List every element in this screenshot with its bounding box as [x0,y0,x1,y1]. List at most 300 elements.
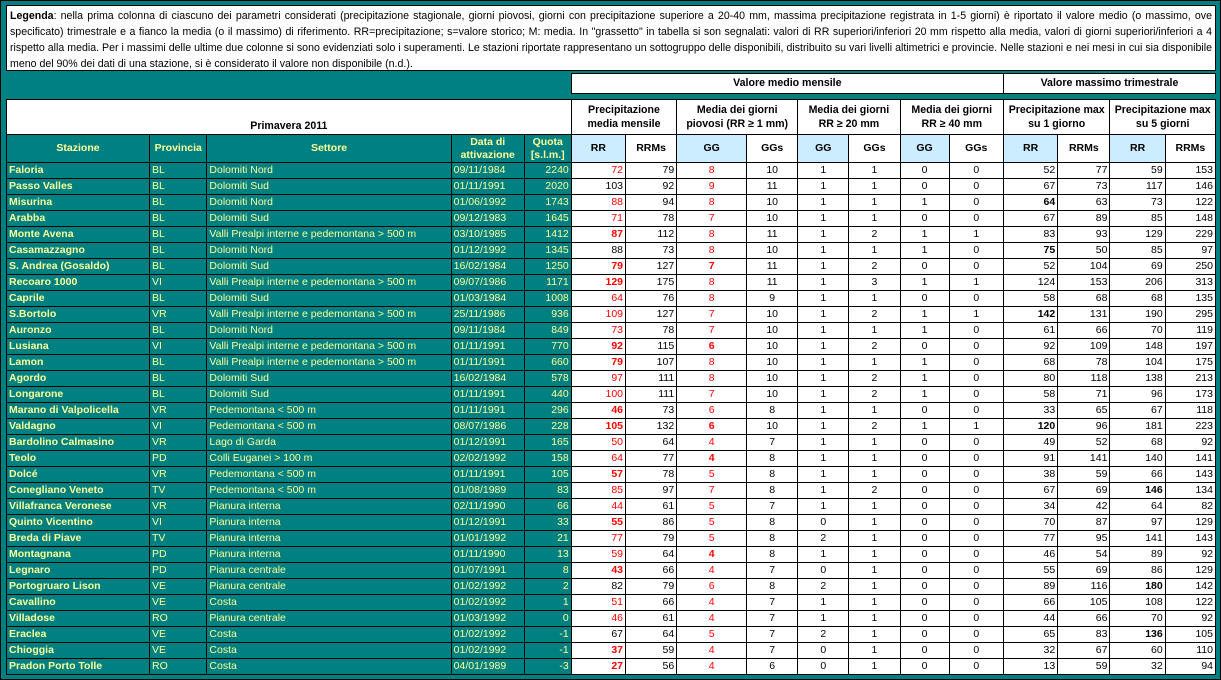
table-row [7,451,1216,467]
gg-rr20: 1 [798,339,849,355]
max1-value: 49 [1003,435,1057,451]
altitude: 578 [524,371,571,387]
max5-value: 85 [1110,243,1165,259]
province: TV [150,531,207,547]
gg-rr20: 1 [798,243,849,259]
max5-ref: 119 [1165,323,1215,339]
rr-value: 103 [571,179,625,195]
altitude: 8 [524,563,571,579]
max5-ref: 313 [1165,275,1215,291]
max1-ref: 131 [1058,307,1110,323]
table-row [7,659,1216,675]
gg-rainy: 8 [677,227,747,243]
legend-box [6,5,1216,71]
station-name: S. Andrea (Gosaldo) [7,259,150,275]
gg-rr40-mean: 0 [949,259,1003,275]
sector: Pianura centrale [207,579,451,595]
rr-mean: 76 [626,291,677,307]
header-rr20: Media dei giorni RR ≥ 20 mm [798,100,900,135]
activation-date: 09/11/1984 [451,163,524,179]
table-row [7,611,1216,627]
gg-rr40: 0 [900,435,949,451]
gg-rr20: 1 [798,611,849,627]
gg-rainy-mean: 7 [747,611,798,627]
gg-rainy: 8 [677,163,747,179]
gg-rr40: 1 [900,387,949,403]
station-name: Marano di Valpolicella [7,403,150,419]
activation-date: 01/11/1991 [451,403,524,419]
sub-rrms: RRMs [1058,135,1110,163]
gg-rr40: 1 [900,195,949,211]
max5-ref: 122 [1165,595,1215,611]
table-row [7,323,1216,339]
rr-mean: 66 [626,595,677,611]
max1-ref: 71 [1058,387,1110,403]
max1-ref: 59 [1058,659,1110,675]
rr-mean: 79 [626,163,677,179]
gg-rr20-mean: 1 [849,163,900,179]
gg-rainy: 4 [677,595,747,611]
altitude: 1250 [524,259,571,275]
rr-mean: 61 [626,611,677,627]
gg-rr20: 2 [798,531,849,547]
gg-rainy: 4 [677,435,747,451]
altitude: 2020 [524,179,571,195]
max5-ref: 135 [1165,291,1215,307]
activation-date: 01/11/1991 [451,339,524,355]
province: VR [150,435,207,451]
gg-rr40-mean: 0 [949,483,1003,499]
sector: Pedemontana < 500 m [207,403,451,419]
sector: Dolomiti Sud [207,259,451,275]
max1-ref: 116 [1058,579,1110,595]
gg-rr40-mean: 0 [949,499,1003,515]
gg-rr20-mean: 1 [849,179,900,195]
table-row [7,435,1216,451]
max1-value: 64 [1003,195,1057,211]
rr-value: 51 [571,595,625,611]
max1-ref: 153 [1058,275,1110,291]
gg-rr40-mean: 0 [949,371,1003,387]
station-name: Legnaro [7,563,150,579]
gg-rr20: 1 [798,291,849,307]
max1-value: 52 [1003,259,1057,275]
gg-rr40: 1 [900,355,949,371]
altitude: 228 [524,419,571,435]
header-rainy-days: Media dei giorni piovosi (RR ≥ 1 mm) [677,100,798,135]
province: BL [150,179,207,195]
max1-ref: 52 [1058,435,1110,451]
activation-date: 04/01/1989 [451,659,524,675]
gg-rr20-mean: 1 [849,547,900,563]
rr-value: 88 [571,195,625,211]
max1-ref: 69 [1058,563,1110,579]
province: TV [150,483,207,499]
rr-mean: 111 [626,387,677,403]
table-row [7,307,1216,323]
activation-date: 09/11/1984 [451,323,524,339]
gg-rr40: 0 [900,659,949,675]
gg-rr40: 0 [900,403,949,419]
gg-rainy-mean: 10 [747,307,798,323]
gg-rr40: 0 [900,531,949,547]
max5-value: 85 [1110,211,1165,227]
gg-rr40: 0 [900,579,949,595]
gg-rr20: 1 [798,451,849,467]
max1-value: 58 [1003,387,1057,403]
rr-value: 82 [571,579,625,595]
table-row [7,499,1216,515]
legend-text: : nella prima colonna di ciascuno dei parametri considerati (precipitazione stagionale, giorni piovosi, giorni con precipitazione superiore a 20-40 mm, massima precipitazione registrata in 1-5 giorni) è riportato il valore medio (o massimo, ove specificato) trimestrale e a fianco la media (o il massimo) di riferimento. RR=precipitazione; s=valore storico; M: media. In "grassetto" in tabella si son segnalati: valori di RR superiori/inferiori 20 mm rispetto alla media, valori di giorni superiori/inferiori a 4 rispetto alla media. Per i massimi delle ultime due colonne si sono evidenziati solo i superamenti. Le stazioni riportate rappresentano un sottogruppo delle disponibili, distribuito su vari livelli altimetrici e provincie. Nelle stazioni e nei mesi in cui sia disponibile meno del 90% dei dati di una stazione, si è considerato il valore non disponibile (n.d.). [10,10,1212,70]
max1-value: 61 [1003,323,1057,339]
province: BL [150,243,207,259]
altitude: 105 [524,467,571,483]
gg-rainy-mean: 10 [747,195,798,211]
gg-rr20: 2 [798,579,849,595]
max5-ref: 110 [1165,643,1215,659]
gg-rr20: 1 [798,211,849,227]
col-data-attivazione: Data di attivazione [451,135,524,163]
max1-ref: 93 [1058,227,1110,243]
header-prec-mean: Precipitazione media mensile [571,100,676,135]
max5-ref: 213 [1165,371,1215,387]
max5-ref: 143 [1165,531,1215,547]
gg-rr40-mean: 0 [949,611,1003,627]
gg-rr40-mean: 0 [949,579,1003,595]
max5-value: 67 [1110,403,1165,419]
sector: Lago di Garda [207,435,451,451]
rr-mean: 107 [626,355,677,371]
altitude: 1743 [524,195,571,211]
max5-ref: 148 [1165,211,1215,227]
table-row [7,515,1216,531]
gg-rr20: 1 [798,275,849,291]
sector: Dolomiti Sud [207,179,451,195]
max5-value: 146 [1110,483,1165,499]
gg-rainy: 4 [677,659,747,675]
max1-ref: 96 [1058,419,1110,435]
station-name: Villadose [7,611,150,627]
province: VI [150,515,207,531]
max5-ref: 250 [1165,259,1215,275]
rr-mean: 78 [626,323,677,339]
gg-rr40: 0 [900,627,949,643]
gg-rr20: 1 [798,323,849,339]
gg-rr40: 0 [900,563,949,579]
max1-value: 58 [1003,291,1057,307]
activation-date: 01/07/1991 [451,563,524,579]
gg-rr20-mean: 2 [849,259,900,275]
max1-ref: 104 [1058,259,1110,275]
activation-date: 25/11/1986 [451,307,524,323]
gg-rr40-mean: 0 [949,451,1003,467]
altitude: 83 [524,483,571,499]
activation-date: 01/12/1991 [451,435,524,451]
max1-value: 83 [1003,227,1057,243]
gg-rr40: 0 [900,211,949,227]
gg-rr40: 0 [900,179,949,195]
gg-rr40: 0 [900,595,949,611]
province: BL [150,259,207,275]
activation-date: 01/02/1992 [451,579,524,595]
max1-value: 75 [1003,243,1057,259]
gg-rainy: 8 [677,195,747,211]
altitude: 849 [524,323,571,339]
altitude: 1345 [524,243,571,259]
gg-rr20-mean: 2 [849,339,900,355]
max5-ref: 92 [1165,611,1215,627]
gg-rr20-mean: 1 [849,627,900,643]
header-group-max: Valore massimo trimestrale [1003,74,1215,94]
gg-rainy: 4 [677,643,747,659]
gg-rr40: 0 [900,483,949,499]
table-row [7,339,1216,355]
max1-value: 89 [1003,579,1057,595]
gg-rr40: 0 [900,259,949,275]
max1-ref: 66 [1058,323,1110,339]
gg-rr40-mean: 0 [949,467,1003,483]
gg-rr40-mean: 0 [949,595,1003,611]
gg-rr20: 1 [798,419,849,435]
max5-value: 141 [1110,531,1165,547]
max1-value: 70 [1003,515,1057,531]
gg-rainy: 8 [677,291,747,307]
station-name: Passo Valles [7,179,150,195]
rr-value: 46 [571,403,625,419]
province: VR [150,467,207,483]
gg-rr40: 0 [900,611,949,627]
table-row [7,355,1216,371]
rr-mean: 64 [626,547,677,563]
gg-rainy-mean: 6 [747,659,798,675]
gg-rainy-mean: 11 [747,179,798,195]
gg-rr40-mean: 0 [949,643,1003,659]
max5-value: 68 [1110,291,1165,307]
station-name: Eraclea [7,627,150,643]
table-row [7,563,1216,579]
max5-ref: 153 [1165,163,1215,179]
gg-rainy: 5 [677,515,747,531]
sub-ggs: GGs [949,135,1003,163]
activation-date: 16/02/1984 [451,259,524,275]
rr-value: 46 [571,611,625,627]
gg-rainy: 8 [677,243,747,259]
sub-gg: GG [900,135,949,163]
table-row [7,531,1216,547]
gg-rr20-mean: 2 [849,419,900,435]
gg-rr20-mean: 1 [849,531,900,547]
max5-ref: 197 [1165,339,1215,355]
table-row [7,259,1216,275]
sector: Costa [207,659,451,675]
altitude: -1 [524,627,571,643]
province: VI [150,419,207,435]
gg-rr40: 1 [900,275,949,291]
gg-rr20: 1 [798,387,849,403]
rr-value: 64 [571,291,625,307]
sector: Valli Prealpi interne e pedemontana > 500 m [207,339,451,355]
activation-date: 01/01/1992 [451,531,524,547]
gg-rr40: 0 [900,467,949,483]
max5-ref: 82 [1165,499,1215,515]
gg-rainy-mean: 8 [747,547,798,563]
gg-rr40-mean: 0 [949,515,1003,531]
table-row [7,195,1216,211]
gg-rr40: 0 [900,643,949,659]
table-row [7,291,1216,307]
gg-rr20: 1 [798,163,849,179]
gg-rr40-mean: 1 [949,275,1003,291]
rr-value: 57 [571,467,625,483]
province: BL [150,163,207,179]
max5-ref: 118 [1165,403,1215,419]
rr-value: 87 [571,227,625,243]
max5-value: 97 [1110,515,1165,531]
max5-ref: 92 [1165,435,1215,451]
gg-rainy: 8 [677,275,747,291]
max1-value: 91 [1003,451,1057,467]
gg-rr40: 1 [900,371,949,387]
gg-rr40-mean: 1 [949,307,1003,323]
sub-ggs: GGs [849,135,900,163]
gg-rr40-mean: 1 [949,227,1003,243]
sector: Pianura interna [207,515,451,531]
max5-ref: 229 [1165,227,1215,243]
rr-value: 79 [571,355,625,371]
province: VE [150,627,207,643]
gg-rainy: 5 [677,499,747,515]
rr-mean: 79 [626,579,677,595]
table-row [7,483,1216,499]
max5-value: 206 [1110,275,1165,291]
max1-value: 68 [1003,355,1057,371]
rr-mean: 127 [626,307,677,323]
max5-value: 140 [1110,451,1165,467]
gg-rr20: 1 [798,179,849,195]
gg-rr40-mean: 0 [949,563,1003,579]
max1-value: 34 [1003,499,1057,515]
sector: Dolomiti Sud [207,387,451,403]
max5-value: 69 [1110,259,1165,275]
altitude: 2 [524,579,571,595]
max1-ref: 59 [1058,467,1110,483]
rr-value: 37 [571,643,625,659]
gg-rr20-mean: 1 [849,467,900,483]
rr-mean: 73 [626,243,677,259]
gg-rainy-mean: 10 [747,371,798,387]
table-row [7,275,1216,291]
max5-value: 68 [1110,435,1165,451]
gg-rr40-mean: 0 [949,659,1003,675]
activation-date: 01/11/1991 [451,387,524,403]
activation-date: 16/02/1984 [451,371,524,387]
max5-value: 117 [1110,179,1165,195]
gg-rainy-mean: 10 [747,387,798,403]
max1-value: 44 [1003,611,1057,627]
rr-mean: 86 [626,515,677,531]
province: VE [150,579,207,595]
station-name: Recoaro 1000 [7,275,150,291]
gg-rainy-mean: 7 [747,595,798,611]
gg-rainy: 4 [677,611,747,627]
table-row [7,643,1216,659]
activation-date: 01/06/1992 [451,195,524,211]
table-row [7,579,1216,595]
sector: Costa [207,627,451,643]
gg-rr20-mean: 1 [849,211,900,227]
max5-ref: 129 [1165,515,1215,531]
sector: Dolomiti Nord [207,243,451,259]
sector: Pianura interna [207,531,451,547]
gg-rainy: 7 [677,483,747,499]
max1-value: 80 [1003,371,1057,387]
province: VR [150,499,207,515]
table-row [7,419,1216,435]
max5-value: 66 [1110,467,1165,483]
max1-ref: 118 [1058,371,1110,387]
activation-date: 09/12/1983 [451,211,524,227]
table-row [7,211,1216,227]
station-name: Casamazzagno [7,243,150,259]
max5-value: 181 [1110,419,1165,435]
gg-rainy: 4 [677,451,747,467]
province: VE [150,643,207,659]
gg-rr20: 1 [798,403,849,419]
max5-ref: 94 [1165,659,1215,675]
max1-ref: 65 [1058,403,1110,419]
altitude: 1 [524,595,571,611]
rr-value: 50 [571,435,625,451]
altitude: 33 [524,515,571,531]
gg-rr20-mean: 1 [849,611,900,627]
gg-rainy-mean: 7 [747,499,798,515]
max1-ref: 83 [1058,627,1110,643]
gg-rr20-mean: 1 [849,451,900,467]
max1-value: 33 [1003,403,1057,419]
max1-ref: 141 [1058,451,1110,467]
gg-rr40-mean: 0 [949,435,1003,451]
max5-value: 108 [1110,595,1165,611]
province: PD [150,451,207,467]
province: RO [150,659,207,675]
max1-ref: 69 [1058,483,1110,499]
max1-value: 67 [1003,483,1057,499]
gg-rr40-mean: 0 [949,243,1003,259]
rr-mean: 59 [626,643,677,659]
gg-rainy-mean: 11 [747,227,798,243]
altitude: 158 [524,451,571,467]
max1-value: 52 [1003,163,1057,179]
table-row [7,387,1216,403]
altitude: 21 [524,531,571,547]
gg-rainy-mean: 10 [747,323,798,339]
province: BL [150,227,207,243]
rr-mean: 92 [626,179,677,195]
sector: Valli Prealpi interne e pedemontana > 500 m [207,307,451,323]
station-name: Valdagno [7,419,150,435]
max1-ref: 66 [1058,611,1110,627]
gg-rainy-mean: 7 [747,563,798,579]
altitude: 1645 [524,211,571,227]
station-name: Misurina [7,195,150,211]
max1-value: 124 [1003,275,1057,291]
province: PD [150,563,207,579]
max5-ref: 105 [1165,627,1215,643]
max1-value: 67 [1003,179,1057,195]
rr-mean: 66 [626,563,677,579]
gg-rr20-mean: 1 [849,499,900,515]
gg-rainy-mean: 11 [747,275,798,291]
